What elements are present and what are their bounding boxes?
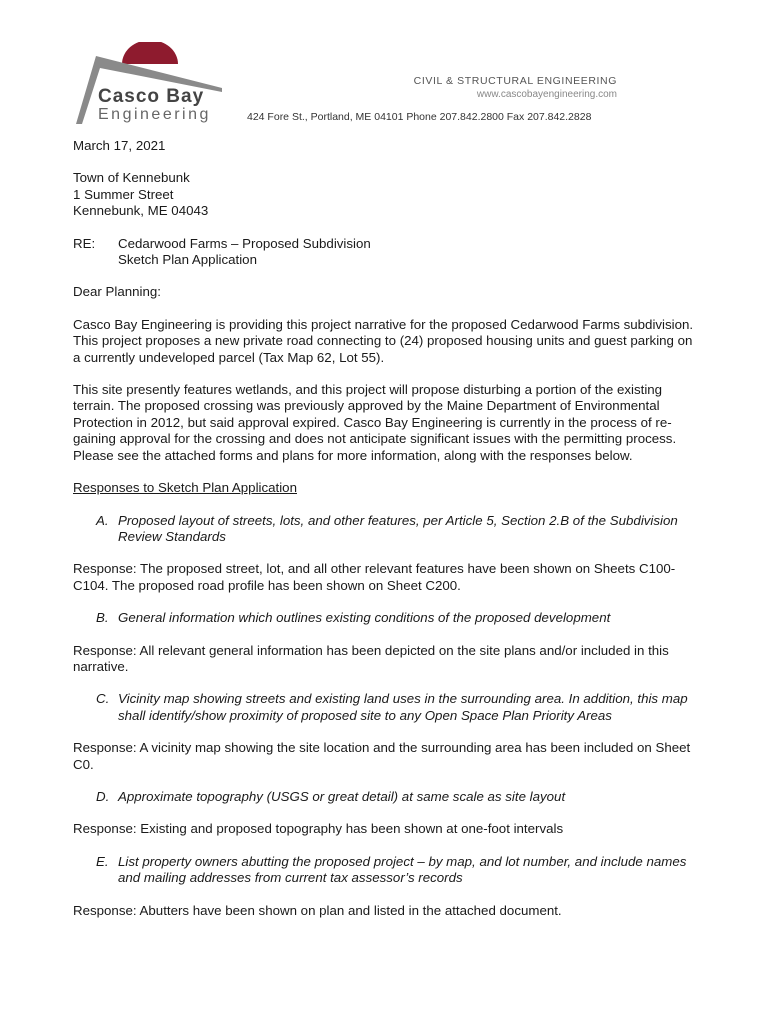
- recipient-address: [73, 170, 703, 219]
- section-title: Responses to Sketch Plan Application: [73, 480, 297, 496]
- requirement-item-a: [73, 513, 703, 546]
- item-letter: E.: [96, 853, 109, 869]
- subject-lines: [118, 236, 371, 269]
- item-text: Vicinity map showing streets and existing land uses in the surrounding area. In addition, this map shall identify/show proximity of proposed site to any Open Space Plan Priority Areas: [118, 691, 688, 723]
- requirement-item-c: [73, 691, 703, 724]
- letter-date: March 17, 2021: [73, 138, 166, 153]
- subject-line: Sketch Plan Application: [118, 252, 257, 268]
- response-a: Response: The proposed street, lot, and all other relevant features have been shown on Sheets C100-C104. The proposed road profile has been shown on Sheet C200.: [73, 561, 676, 593]
- item-letter: C.: [96, 691, 110, 707]
- subject-block: [73, 236, 703, 269]
- paragraph-site: This site presently features wetlands, and this project will propose disturbing a portion of the existing terrain. The proposed crossing was previously approved by the Maine Department of Environmental Protection in 2012, but said approval expired. Casco Bay Engineering is currently in the process of re-gaining approval for the crossing and does not anticipate significant issues with the permitting process. Please see the attached forms and plans for more information, along with the responses below.: [73, 382, 677, 463]
- company-website[interactable]: www.cascobayengineering.com: [476, 89, 617, 100]
- item-letter: A.: [96, 512, 109, 528]
- item-text: Proposed layout of streets, lots, and other features, per Article 5, Section 2.B of the Subdivision Review Standards: [118, 512, 678, 544]
- company-name-line2: Engineering: [98, 106, 211, 123]
- response-d: Response: Existing and proposed topography has been shown at one-foot intervals: [73, 821, 564, 837]
- subject-label: RE:: [73, 235, 96, 251]
- letter-body: [73, 138, 703, 935]
- response-b: Response: All relevant general information has been depicted on the site plans and/or included in this narrative.: [73, 642, 669, 674]
- response-c: Response: A vicinity map showing the site location and the surrounding area has been included on Sheet C0.: [73, 740, 691, 772]
- salutation: Dear Planning:: [73, 284, 161, 300]
- recipient-line: Town of Kennebunk: [73, 170, 190, 186]
- response-e: Response: Abutters have been shown on plan and listed in the attached document.: [73, 902, 562, 918]
- item-text: General information which outlines existing conditions of the proposed development: [118, 610, 611, 626]
- item-text: Approximate topography (USGS or great detail) at same scale as site layout: [118, 788, 566, 804]
- company-name-line1: Casco Bay: [98, 86, 205, 107]
- logo-sun-arc: [122, 42, 178, 64]
- subject-line: Cedarwood Farms – Proposed Subdivision: [118, 235, 371, 251]
- requirement-item-d: [73, 789, 703, 805]
- requirement-item-b: [73, 610, 703, 626]
- company-address: 424 Fore St., Portland, ME 04101 Phone 207.842.2800 Fax 207.842.2828: [247, 111, 592, 123]
- item-text: List property owners abutting the proposed project – by map, and lot number, and include names and mailing addresses from current tax assessor’s records: [118, 853, 687, 886]
- recipient-line: 1 Summer Street: [73, 186, 174, 202]
- item-letter: D.: [96, 788, 110, 804]
- company-tagline: CIVIL & STRUCTURAL ENGINEERING: [413, 75, 617, 87]
- requirement-item-e: [73, 854, 703, 887]
- paragraph-intro: Casco Bay Engineering is providing this project narrative for the proposed Cedarwood Farms subdivision. This project proposes a new private road connecting to (24) proposed housing units and guest parking on a currently undeveloped parcel (Tax Map 62, Lot 55).: [73, 316, 694, 365]
- recipient-line: Kennebunk, ME 04043: [73, 203, 209, 219]
- item-letter: B.: [96, 610, 109, 626]
